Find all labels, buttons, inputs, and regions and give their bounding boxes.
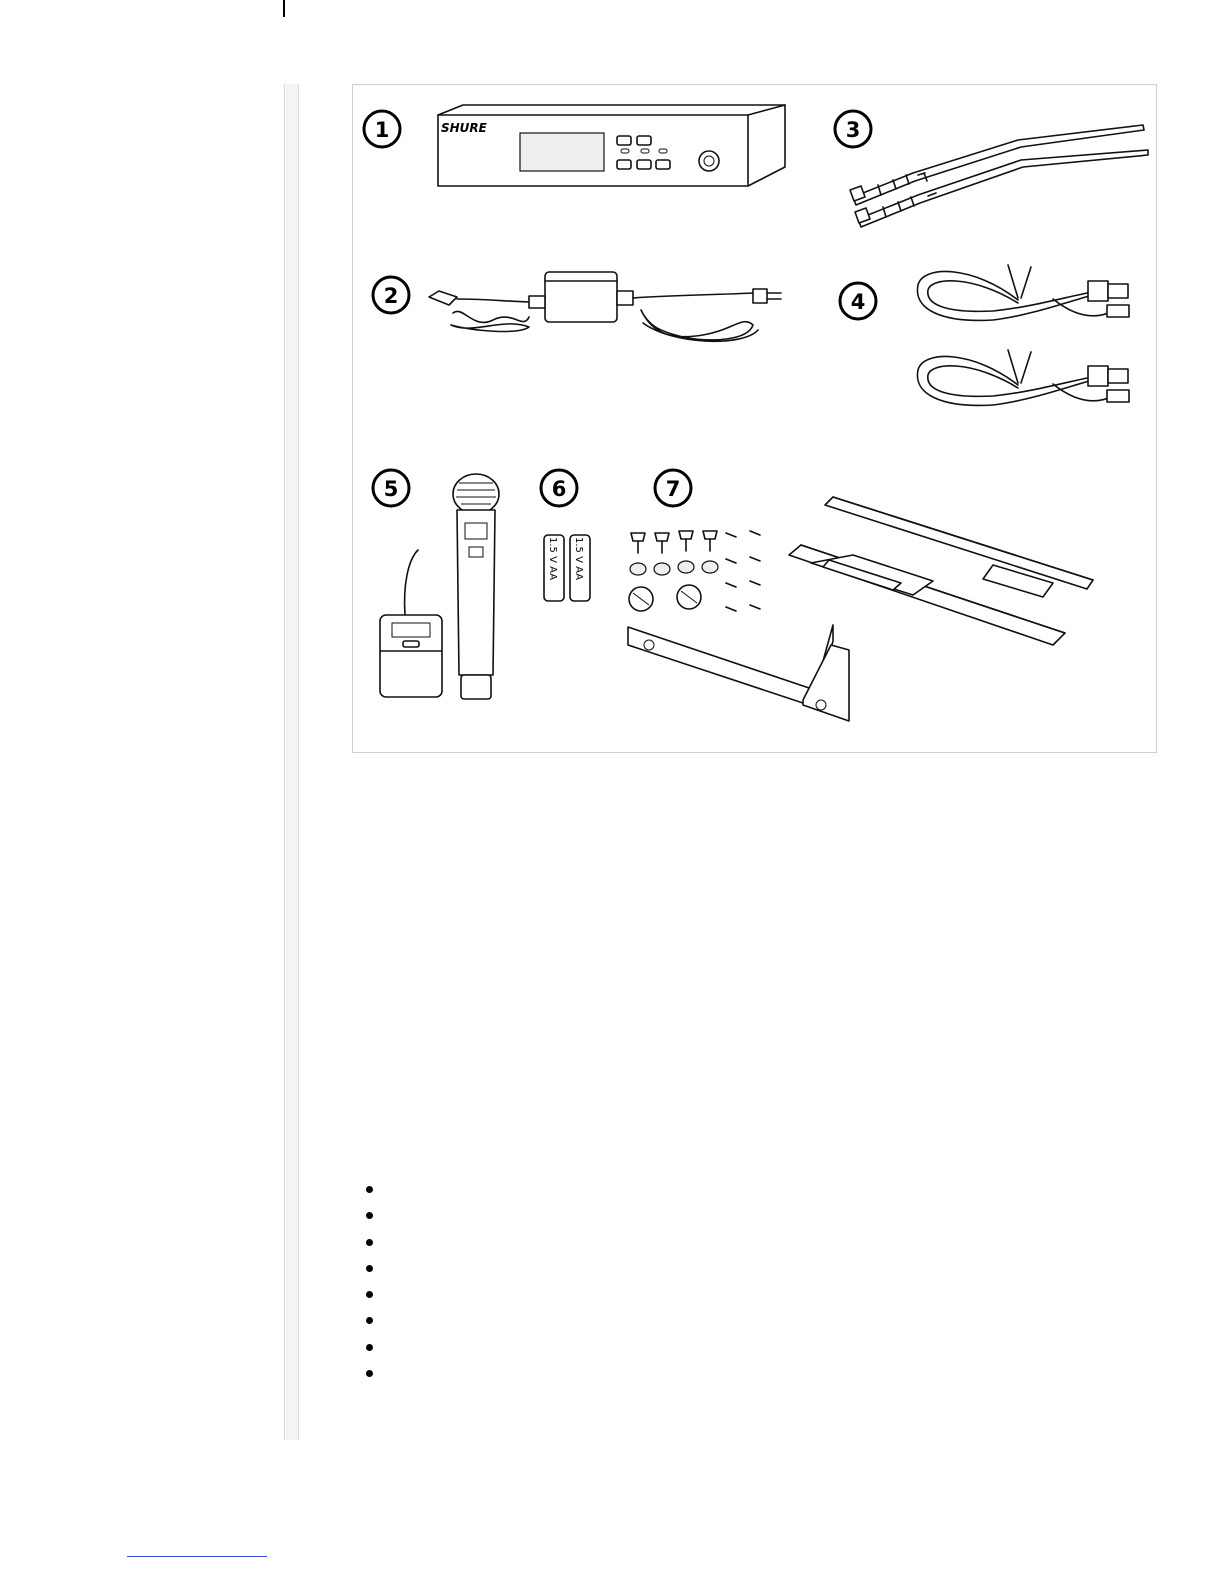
bullet-icon [366,1344,373,1351]
brand-logo: SHURE [441,121,487,135]
callout-6-number: 6 [551,477,567,501]
bullet-icon [366,1186,373,1193]
callout-4 [840,283,876,319]
callout-2-number: 2 [383,284,399,308]
receiver-illustration [438,105,785,186]
bullet-icon [366,1265,373,1272]
callout-6 [541,470,577,506]
callout-3-number: 3 [845,118,861,142]
callout-3 [835,111,871,147]
handheld-microphone-illustration [453,474,499,699]
callout-1-number: 1 [374,118,390,142]
bullet-icon [366,1239,373,1246]
power-supply-illustration [429,272,781,341]
rack-hardware-illustration [628,497,1093,721]
callout-5 [373,470,409,506]
bullet-icon [366,1291,373,1298]
callout-4-number: 4 [850,290,866,314]
antennas-illustration [850,125,1148,227]
callout-1 [364,111,400,147]
margin-band [286,84,298,1440]
package-contents-figure [352,84,1157,753]
callout-5-number: 5 [383,477,399,501]
callout-7-number: 7 [665,477,681,501]
screws [629,531,760,611]
bullet-icon [366,1370,373,1377]
margin-rule-left [284,84,285,1440]
page-top-marker [283,0,285,17]
bullet-icon [366,1317,373,1324]
bullet-icon [366,1212,373,1219]
aa-batteries-illustration [544,535,590,601]
link-underline[interactable] [127,1556,267,1557]
callout-7 [655,470,691,506]
battery-2-label: 1.5 V AA [573,537,584,581]
battery-1-label: 1.5 V AA [547,537,558,581]
bnc-cables-illustration [917,265,1129,405]
package-contents-illustration [353,85,1158,754]
bodypack-transmitter-illustration [380,550,442,697]
callout-2 [373,277,409,313]
margin-rule-right [298,84,299,1440]
